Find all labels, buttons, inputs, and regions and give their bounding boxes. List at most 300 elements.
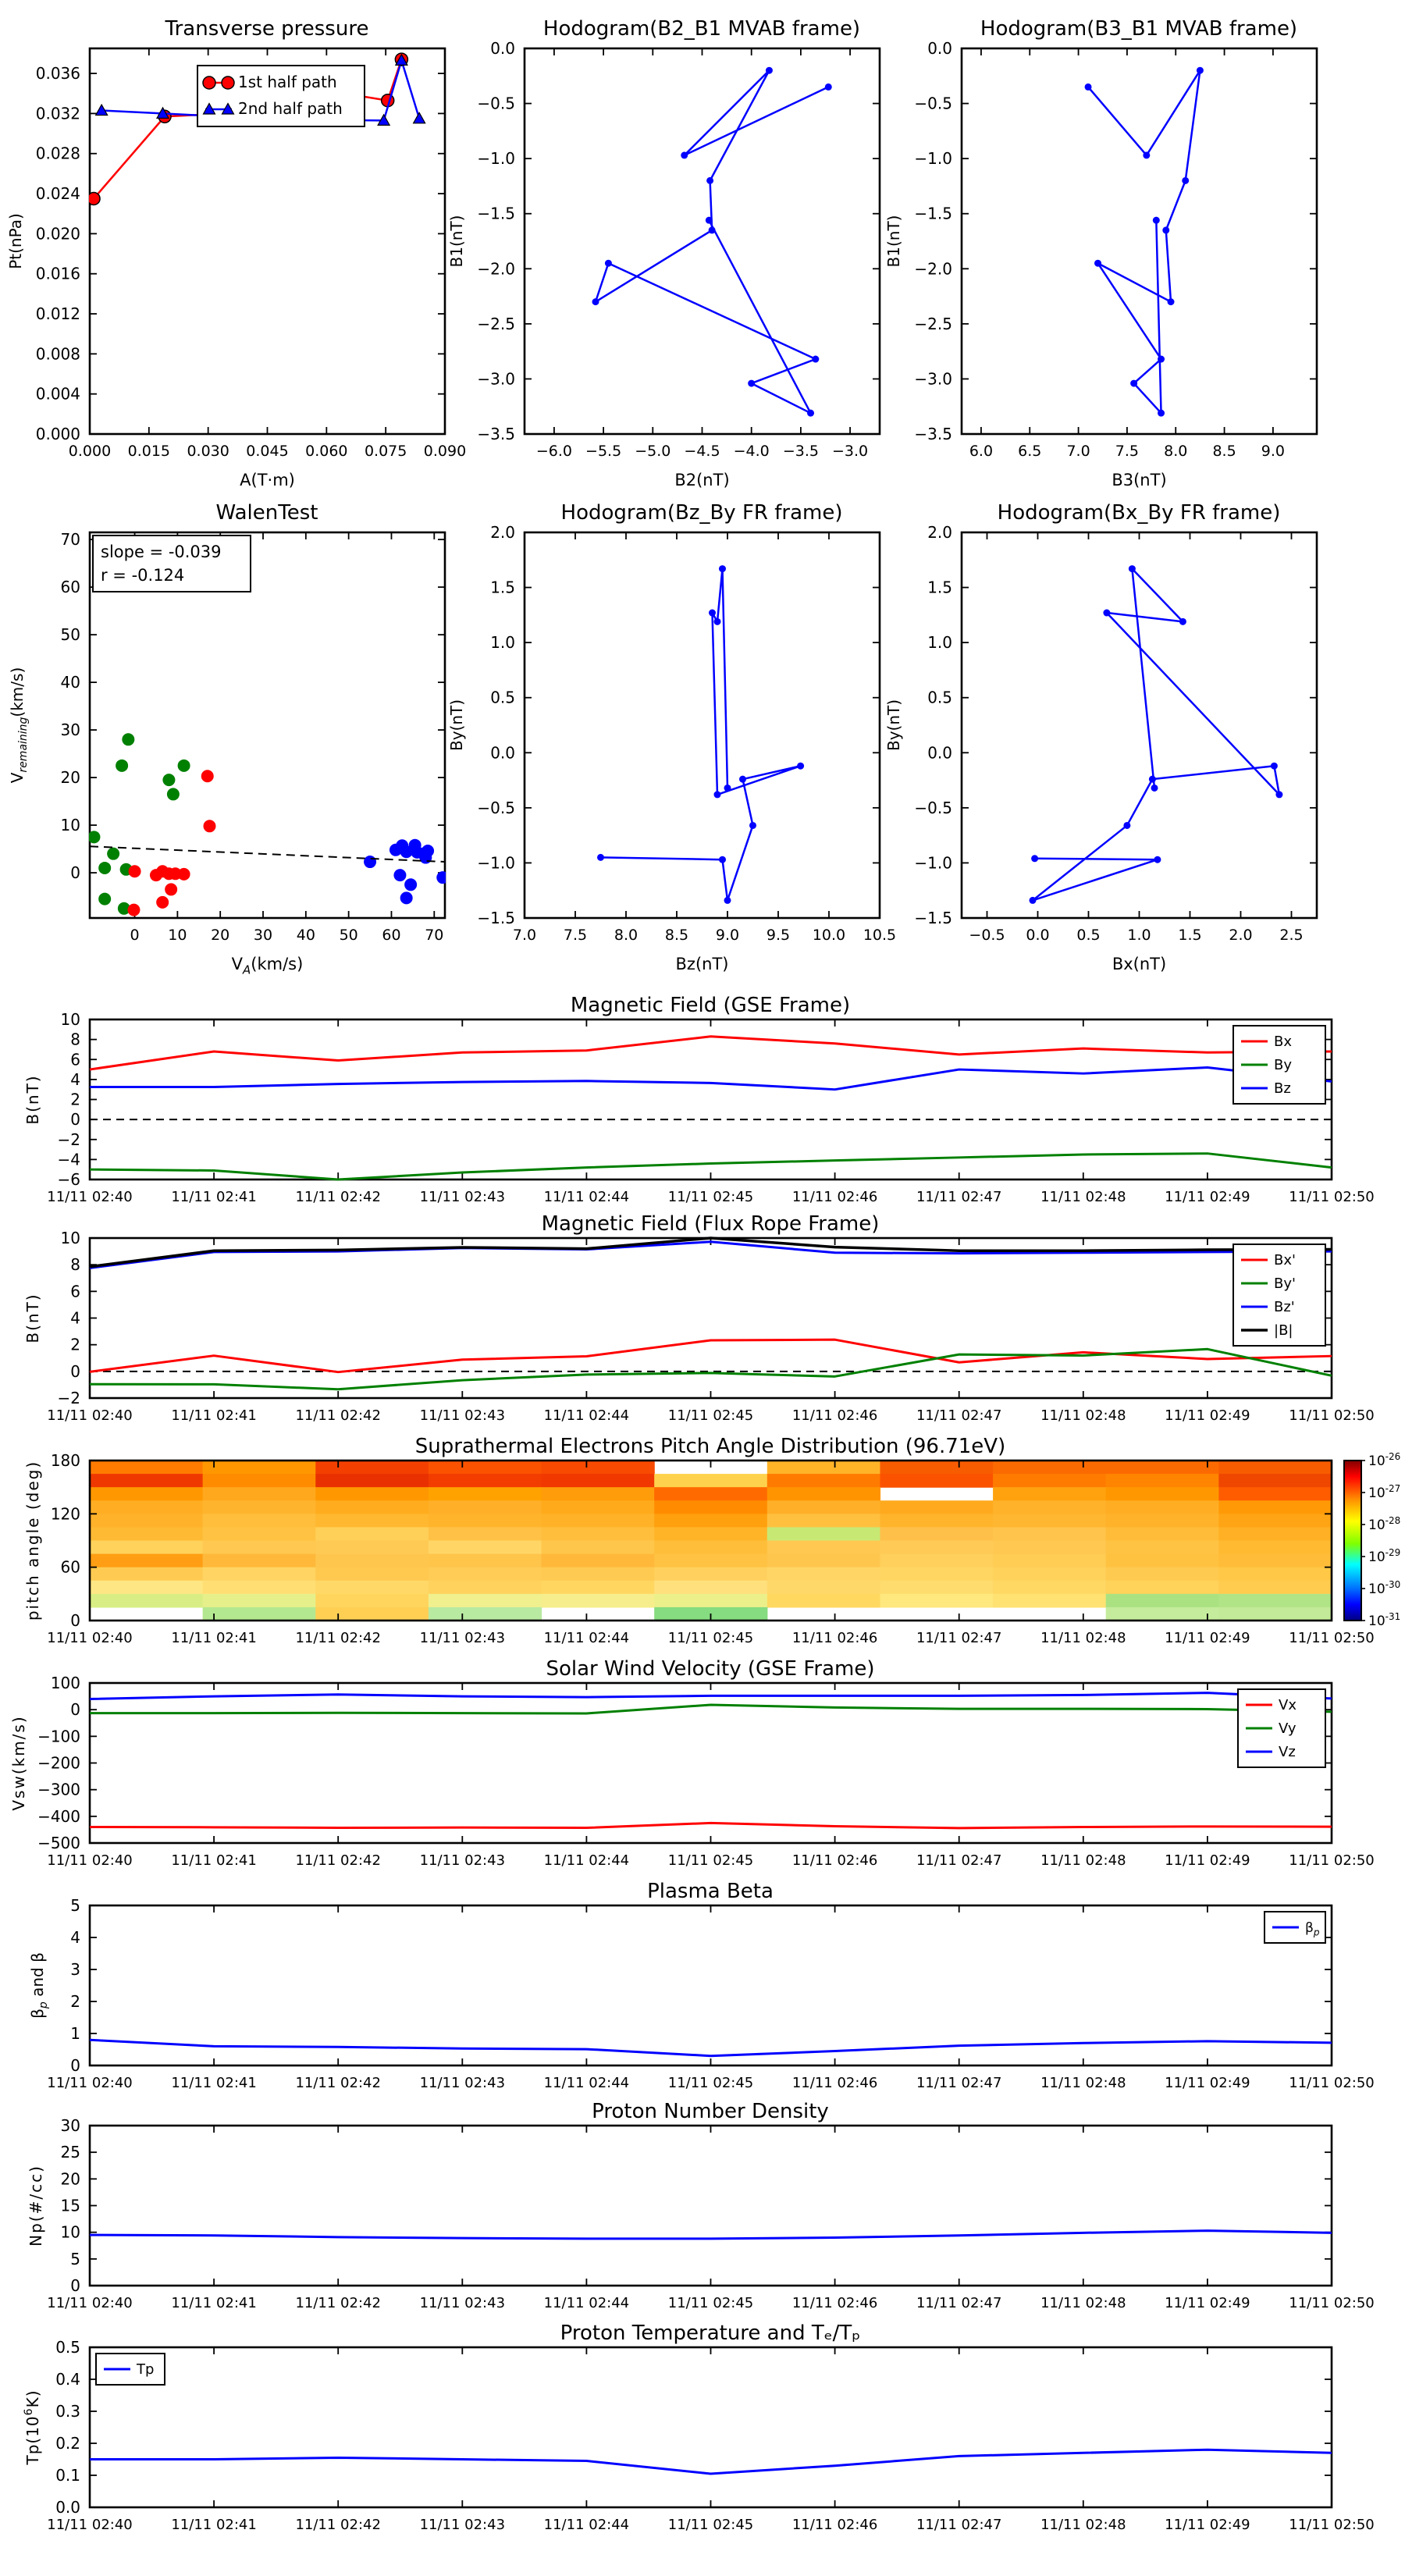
svg-text:11/11 02:47: 11/11 02:47 (916, 1852, 1002, 1869)
svg-text:−2.0: −2.0 (477, 259, 515, 279)
svg-text:6: 6 (70, 1282, 80, 1301)
svg-text:25: 25 (60, 2143, 80, 2162)
svg-text:0.045: 0.045 (246, 443, 289, 460)
svg-text:−1.0: −1.0 (914, 853, 952, 873)
svg-text:11/11 02:40: 11/11 02:40 (47, 1630, 133, 1646)
axes (23, 1010, 1375, 1205)
series-line-0 (1088, 70, 1200, 413)
svg-text:10: 10 (60, 1229, 80, 1247)
svg-text:11/11 02:50: 11/11 02:50 (1289, 1630, 1375, 1646)
svg-text:11/11 02:46: 11/11 02:46 (791, 1189, 878, 1205)
svg-text:11/11 02:44: 11/11 02:44 (543, 1189, 630, 1205)
svg-text:0.000: 0.000 (68, 443, 112, 460)
svg-text:60: 60 (382, 927, 401, 944)
svg-text:pitch angle (deg): pitch angle (deg) (23, 1460, 42, 1621)
svg-text:11/11 02:42: 11/11 02:42 (295, 2075, 381, 2091)
svg-text:6.0: 6.0 (969, 443, 994, 460)
svg-text:−5.0: −5.0 (635, 443, 671, 460)
svg-text:7.5: 7.5 (563, 927, 588, 944)
scatter-point (129, 865, 141, 877)
svg-text:11/11 02:41: 11/11 02:41 (171, 1852, 257, 1869)
scatter-point (393, 869, 406, 881)
svg-text:−2: −2 (57, 1130, 80, 1149)
title-magnetic-field-fr: Magnetic Field (Flux Rope Frame) (541, 1212, 880, 1236)
svg-text:0.016: 0.016 (35, 264, 80, 283)
axes (23, 1229, 1375, 1424)
svg-text:10.5: 10.5 (863, 927, 897, 944)
scatter-point (122, 733, 134, 745)
svg-text:11/11 02:50: 11/11 02:50 (1289, 2517, 1375, 2533)
colorbar (1344, 1451, 1400, 1629)
svg-text:−0.5: −0.5 (477, 94, 515, 113)
scatter-point (422, 845, 434, 857)
svg-text:30: 30 (60, 2116, 80, 2135)
svg-text:20: 20 (60, 2169, 80, 2189)
scatter-point (165, 883, 177, 895)
svg-text:7.0: 7.0 (512, 927, 537, 944)
svg-text:4: 4 (70, 1928, 80, 1947)
series-line-0 (90, 2231, 1332, 2239)
series-group (90, 2231, 1332, 2239)
svg-text:11/11 02:49: 11/11 02:49 (1165, 1189, 1250, 1205)
svg-text:Vz: Vz (1279, 1744, 1296, 1760)
scatter-point (162, 774, 175, 786)
heatmap-cells (90, 1461, 1332, 1621)
svg-text:−1.5: −1.5 (477, 204, 515, 223)
svg-text:11/11 02:46: 11/11 02:46 (791, 1407, 878, 1424)
svg-text:Bx(nT): Bx(nT) (1112, 955, 1167, 973)
series-group (87, 733, 449, 916)
plot-hodogram-bxby (872, 492, 1340, 991)
svg-text:11/11 02:43: 11/11 02:43 (419, 2295, 506, 2311)
svg-text:8.5: 8.5 (1212, 443, 1236, 460)
svg-text:11/11 02:49: 11/11 02:49 (1165, 1407, 1250, 1424)
svg-text:−1.0: −1.0 (477, 853, 515, 873)
svg-text:11/11 02:47: 11/11 02:47 (916, 2075, 1002, 2091)
svg-text:1.0: 1.0 (490, 633, 515, 653)
svg-text:11/11 02:50: 11/11 02:50 (1289, 2295, 1375, 2311)
scatter-point (116, 760, 128, 772)
svg-text:Vremaining​(km/s): $V_{remaining}(km/s)$ (8, 667, 30, 784)
axes (23, 2338, 1375, 2533)
svg-text:11/11 02:46: 11/11 02:46 (791, 1630, 878, 1646)
svg-text:8: 8 (70, 1255, 80, 1275)
series-group (592, 67, 832, 417)
svg-text:−2.5: −2.5 (477, 314, 515, 333)
svg-text:7.5: 7.5 (1115, 443, 1140, 460)
svg-text:−1.5: −1.5 (477, 909, 515, 927)
svg-text:11/11 02:45: 11/11 02:45 (667, 2295, 754, 2311)
svg-text:−0.5: −0.5 (914, 798, 952, 817)
scatter-point (178, 868, 190, 881)
svg-text:11/11 02:46: 11/11 02:46 (791, 1852, 878, 1869)
series-β_{p} (90, 2040, 1332, 2056)
svg-text:B(nT): B(nT) (23, 1074, 42, 1125)
legend (1233, 1244, 1325, 1346)
svg-text:11/11 02:44: 11/11 02:44 (543, 1630, 630, 1646)
svg-text:11/11 02:47: 11/11 02:47 (916, 2517, 1002, 2533)
svg-text:0.012: 0.012 (35, 304, 80, 324)
series-Vz (90, 1693, 1332, 1699)
series-line-0 (1033, 569, 1279, 901)
axes (447, 523, 896, 973)
svg-text:11/11 02:50: 11/11 02:50 (1289, 1852, 1375, 1869)
svg-text:1st half path: 1st half path (238, 73, 337, 91)
svg-text:11/11 02:45: 11/11 02:45 (667, 1189, 754, 1205)
plot-solar-wind-velocity (0, 1648, 1405, 1870)
svg-text:−3.5: −3.5 (914, 425, 952, 443)
svg-text:−2: −2 (57, 1389, 80, 1407)
title-hodogram-bxby: Hodogram(Bx_By FR frame) (997, 501, 1281, 525)
svg-text:Bx': Bx' (1274, 1252, 1296, 1268)
svg-text:0.5: 0.5 (1076, 927, 1101, 944)
svg-text:5: 5 (70, 1896, 80, 1915)
svg-text:0.032: 0.032 (35, 104, 80, 123)
plot-plasma-beta (0, 1870, 1405, 2093)
axes (28, 1896, 1375, 2091)
svg-text:−1.5: −1.5 (914, 204, 952, 223)
svg-text:11/11 02:50: 11/11 02:50 (1289, 1189, 1375, 1205)
svg-text:B2(nT): B2(nT) (674, 471, 730, 489)
svg-text:2: 2 (70, 1335, 80, 1354)
svg-text:11/11 02:40: 11/11 02:40 (47, 2075, 133, 2091)
svg-text:60: 60 (60, 1557, 80, 1577)
svg-text:0: 0 (70, 863, 80, 883)
svg-text:−500: −500 (37, 1834, 80, 1852)
svg-text:By: By (1274, 1057, 1293, 1073)
svg-text:2: 2 (70, 1992, 80, 2011)
svg-text:11/11 02:42: 11/11 02:42 (295, 1407, 381, 1424)
svg-text:11/11 02:42: 11/11 02:42 (295, 2295, 381, 2311)
svg-text:10-26​: $10^{-26}$ (1368, 1451, 1401, 1469)
svg-text:11/11 02:43: 11/11 02:43 (419, 1189, 506, 1205)
plot-walen-test (0, 492, 468, 991)
svg-text:10-28​: $10^{-28}$ (1368, 1515, 1401, 1533)
svg-text:11/11 02:45: 11/11 02:45 (667, 1407, 754, 1424)
scatter-point (98, 893, 111, 906)
svg-text:−3.5: −3.5 (782, 443, 819, 460)
plot-transverse-pressure (0, 8, 468, 507)
svg-text:11/11 02:49: 11/11 02:49 (1165, 2075, 1250, 2091)
svg-text:−2.0: −2.0 (914, 259, 952, 279)
svg-text:0: 0 (70, 1110, 80, 1130)
svg-text:−3.0: −3.0 (914, 369, 952, 389)
svg-text:11/11 02:42: 11/11 02:42 (295, 2517, 381, 2533)
svg-text:0.024: 0.024 (35, 184, 80, 204)
legend (1233, 1026, 1325, 1104)
title-transverse-pressure: Transverse pressure (165, 17, 369, 41)
annotation-box (93, 535, 251, 592)
svg-text:2: 2 (70, 1090, 80, 1109)
svg-text:−6: −6 (57, 1170, 80, 1189)
svg-text:0.5: 0.5 (490, 688, 515, 707)
svg-text:2nd half path: 2nd half path (238, 99, 343, 118)
svg-text:10: 10 (60, 1010, 80, 1029)
svg-text:0.2: 0.2 (55, 2434, 80, 2453)
svg-text:0: 0 (70, 1700, 80, 1720)
svg-text:Bz(nT): Bz(nT) (675, 955, 729, 973)
svg-text:By(nT): By(nT) (884, 699, 903, 752)
series-group (90, 2450, 1332, 2474)
svg-text:−5.5: −5.5 (585, 443, 622, 460)
series-group (597, 565, 804, 904)
svg-text:50: 50 (339, 927, 358, 944)
plot-magnetic-field-fr (0, 1203, 1405, 1425)
svg-text:11/11 02:42: 11/11 02:42 (295, 1189, 381, 1205)
svg-text:10-30​: $10^{-30}$ (1368, 1579, 1401, 1597)
svg-text:10.0: 10.0 (812, 927, 846, 944)
series-group (1030, 565, 1283, 904)
svg-text:Np(#/cc): Np(#/cc) (27, 2165, 45, 2247)
series-Bz' (90, 1242, 1332, 1268)
svg-text:Pt(nPa): Pt(nPa) (6, 213, 25, 269)
svg-text:11/11 02:50: 11/11 02:50 (1289, 2075, 1375, 2091)
svg-text:−100: −100 (37, 1727, 80, 1746)
svg-text:8: 8 (70, 1030, 80, 1049)
svg-text:2.0: 2.0 (1229, 927, 1253, 944)
title-plasma-beta: Plasma Beta (647, 1880, 774, 1903)
svg-text:50: 50 (60, 625, 80, 645)
scatter-point (364, 856, 376, 868)
svg-text:βp​: $\beta_p$ (1305, 1920, 1320, 1938)
svg-text:0.3: 0.3 (55, 2402, 80, 2421)
svg-text:0.0: 0.0 (927, 39, 952, 58)
svg-text:−3.0: −3.0 (477, 369, 515, 389)
svg-text:B1(nT): B1(nT) (884, 215, 903, 268)
svg-text:−0.5: −0.5 (969, 927, 1005, 944)
svg-text:11/11 02:44: 11/11 02:44 (543, 2075, 630, 2091)
svg-text:−400: −400 (37, 1806, 80, 1826)
title-proton-temperature: Proton Temperature and Tₑ/Tₚ (560, 2322, 861, 2345)
svg-text:B3(nT): B3(nT) (1112, 471, 1167, 489)
svg-text:11/11 02:42: 11/11 02:42 (295, 1630, 381, 1646)
svg-text:0.060: 0.060 (305, 443, 348, 460)
scatter-point (87, 831, 100, 843)
svg-text:5: 5 (70, 2249, 80, 2268)
series-group (90, 2040, 1332, 2056)
svg-text:−1.0: −1.0 (914, 149, 952, 169)
svg-text:11/11 02:40: 11/11 02:40 (47, 1407, 133, 1424)
svg-text:11/11 02:45: 11/11 02:45 (667, 2517, 754, 2533)
svg-text:−200: −200 (37, 1753, 80, 1773)
series-line-0 (601, 569, 801, 901)
svg-text:2.5: 2.5 (1279, 927, 1304, 944)
svg-text:0.008: 0.008 (35, 344, 80, 364)
series-group (90, 1693, 1332, 1828)
svg-text:30: 30 (60, 720, 80, 740)
svg-text:By(nT): By(nT) (447, 699, 466, 752)
svg-text:−4: −4 (57, 1150, 80, 1169)
svg-text:11/11 02:48: 11/11 02:48 (1040, 1630, 1126, 1646)
svg-text:70: 70 (60, 530, 80, 550)
svg-text:1.5: 1.5 (490, 578, 515, 597)
svg-text:11/11 02:46: 11/11 02:46 (791, 2295, 878, 2311)
svg-text:Vsw(km/s): Vsw(km/s) (9, 1715, 28, 1811)
plot-pitch-angle-distribution (0, 1425, 1405, 1648)
svg-text:10-29​: $10^{-29}$ (1368, 1547, 1401, 1565)
plot-hodogram-bzby (435, 492, 903, 991)
title-solar-wind-velocity: Solar Wind Velocity (GSE Frame) (546, 1657, 875, 1681)
svg-text:10: 10 (168, 927, 187, 944)
scatter-point (400, 891, 413, 904)
title-hodogram-bzby: Hodogram(Bz_By FR frame) (560, 501, 843, 525)
svg-text:11/11 02:43: 11/11 02:43 (419, 1852, 506, 1869)
svg-text:11/11 02:41: 11/11 02:41 (171, 2295, 257, 2311)
svg-text:B(nT): B(nT) (23, 1293, 42, 1343)
svg-text:11/11 02:40: 11/11 02:40 (47, 2295, 133, 2311)
plot-magnetic-field-gse (0, 984, 1405, 1207)
svg-text:10: 10 (60, 2222, 80, 2242)
svg-text:10-27​: $10^{-27}$ (1368, 1483, 1401, 1501)
svg-text:11/11 02:40: 11/11 02:40 (47, 1189, 133, 1205)
legend (1238, 1689, 1325, 1767)
svg-text:11/11 02:46: 11/11 02:46 (791, 2517, 878, 2533)
scatter-point (107, 848, 119, 860)
svg-text:11/11 02:50: 11/11 02:50 (1289, 1407, 1375, 1424)
plot-proton-temperature (0, 2312, 1405, 2535)
svg-text:11/11 02:48: 11/11 02:48 (1040, 1852, 1126, 1869)
svg-text:7.0: 7.0 (1066, 443, 1090, 460)
svg-text:−0.5: −0.5 (914, 94, 952, 113)
axes (884, 523, 1317, 973)
svg-text:1.5: 1.5 (1178, 927, 1202, 944)
svg-text:4: 4 (70, 1069, 80, 1089)
svg-text:0.036: 0.036 (35, 64, 80, 84)
svg-text:0.015: 0.015 (127, 443, 171, 460)
series-Vy (90, 1705, 1332, 1713)
svg-text:3: 3 (70, 1960, 80, 1979)
svg-text:9.0: 9.0 (715, 927, 740, 944)
svg-text:15: 15 (60, 2196, 80, 2215)
svg-text:VA​(km/s): $V_A(km/s)$ (231, 955, 304, 977)
svg-text:11/11 02:47: 11/11 02:47 (916, 1630, 1002, 1646)
svg-text:11/11 02:48: 11/11 02:48 (1040, 2075, 1126, 2091)
scatter-point (201, 770, 214, 782)
svg-text:11/11 02:46: 11/11 02:46 (791, 2075, 878, 2091)
svg-text:11/11 02:49: 11/11 02:49 (1165, 2295, 1250, 2311)
scatter-point (404, 878, 417, 891)
series-Bx' (90, 1340, 1332, 1372)
axes (447, 39, 880, 489)
svg-text:11/11 02:48: 11/11 02:48 (1040, 2295, 1126, 2311)
svg-text:1.5: 1.5 (927, 578, 952, 597)
svg-text:11/11 02:41: 11/11 02:41 (171, 2075, 257, 2091)
svg-text:0.4: 0.4 (55, 2370, 80, 2389)
plot-hodogram-b2b1 (435, 8, 903, 507)
svg-text:0.004: 0.004 (35, 384, 80, 404)
svg-text:−3.0: −3.0 (832, 443, 869, 460)
svg-text:20: 20 (60, 768, 80, 788)
svg-text:Tp(106​K): $Tp(10^6K)$ (23, 2389, 42, 2465)
svg-text:0.1: 0.1 (55, 2466, 80, 2485)
svg-text:11/11 02:41: 11/11 02:41 (171, 2517, 257, 2533)
svg-text:11/11 02:41: 11/11 02:41 (171, 1189, 257, 1205)
svg-text:11/11 02:41: 11/11 02:41 (171, 1407, 257, 1424)
svg-text:0.030: 0.030 (187, 443, 229, 460)
svg-text:11/11 02:42: 11/11 02:42 (295, 1852, 381, 1869)
svg-text:6.5: 6.5 (1018, 443, 1042, 460)
scatter-point (203, 820, 215, 832)
series-line-0 (596, 70, 828, 413)
svg-text:0.000: 0.000 (35, 425, 80, 443)
svg-text:11/11 02:49: 11/11 02:49 (1165, 1852, 1250, 1869)
svg-text:100: 100 (50, 1674, 80, 1692)
scatter-point (178, 760, 190, 772)
svg-text:30: 30 (253, 927, 273, 944)
svg-text:−4.5: −4.5 (684, 443, 720, 460)
svg-text:11/11 02:44: 11/11 02:44 (543, 2517, 630, 2533)
svg-text:−1.0: −1.0 (477, 149, 515, 169)
svg-text:−4.0: −4.0 (733, 443, 770, 460)
series-group (1085, 67, 1204, 417)
svg-text:11/11 02:47: 11/11 02:47 (916, 1407, 1002, 1424)
svg-text:11/11 02:45: 11/11 02:45 (667, 1852, 754, 1869)
svg-text:Vx: Vx (1279, 1697, 1297, 1713)
scatter-point (98, 862, 111, 874)
svg-text:9.0: 9.0 (1261, 443, 1286, 460)
series-group (90, 1037, 1332, 1179)
svg-text:8.0: 8.0 (614, 927, 638, 944)
svg-text:0.5: 0.5 (55, 2338, 80, 2357)
title-hodogram-b3b1: Hodogram(B3_B1 MVAB frame) (980, 17, 1298, 41)
svg-text:11/11 02:40: 11/11 02:40 (47, 2517, 133, 2533)
series-Bx (90, 1037, 1332, 1069)
svg-text:40: 40 (296, 927, 315, 944)
svg-text:11/11 02:48: 11/11 02:48 (1040, 1189, 1126, 1205)
title-magnetic-field-gse: Magnetic Field (GSE Frame) (570, 994, 851, 1017)
svg-text:0.0: 0.0 (490, 743, 515, 763)
title-proton-number-density: Proton Number Density (592, 2100, 829, 2123)
svg-text:11/11 02:45: 11/11 02:45 (667, 1630, 754, 1646)
svg-text:9.5: 9.5 (766, 927, 791, 944)
axes (9, 1674, 1375, 1869)
svg-text:8.0: 8.0 (1164, 443, 1188, 460)
svg-text:11/11 02:43: 11/11 02:43 (419, 2075, 506, 2091)
svg-text:0: 0 (70, 1611, 80, 1630)
scatter-point (127, 904, 140, 916)
svg-text:0.5: 0.5 (927, 688, 952, 707)
title-walen-test: WalenTest (215, 501, 318, 525)
svg-text:1.0: 1.0 (927, 633, 952, 653)
svg-text:−1.5: −1.5 (914, 909, 952, 927)
scatter-point (167, 788, 180, 800)
scatter-point (156, 896, 169, 909)
title-hodogram-b2b1: Hodogram(B2_B1 MVAB frame) (542, 17, 861, 41)
svg-text:Bz: Bz (1274, 1080, 1291, 1097)
svg-text:2.0: 2.0 (927, 523, 952, 542)
svg-text:−300: −300 (37, 1780, 80, 1799)
series-Bz (90, 1068, 1332, 1090)
svg-text:0: 0 (70, 2056, 80, 2075)
legend (197, 66, 365, 126)
svg-text:20: 20 (211, 927, 230, 944)
svg-text:11/11 02:44: 11/11 02:44 (543, 1407, 630, 1424)
svg-text:0: 0 (70, 1361, 80, 1381)
svg-text:6: 6 (70, 1050, 80, 1069)
svg-text:120: 120 (50, 1504, 80, 1524)
svg-text:0.0: 0.0 (927, 743, 952, 763)
svg-text:r = -0.124: r = -0.124 (101, 566, 185, 585)
svg-text:4: 4 (70, 1308, 80, 1328)
axes (27, 2116, 1375, 2311)
svg-text:60: 60 (60, 578, 80, 597)
svg-text:−3.5: −3.5 (477, 425, 515, 443)
svg-text:βp​ and β: $\beta_p$ and β (28, 1952, 50, 2019)
svg-text:0.0: 0.0 (490, 39, 515, 58)
svg-text:0: 0 (130, 927, 140, 944)
svg-text:1: 1 (70, 2024, 80, 2043)
svg-text:11/11 02:48: 11/11 02:48 (1040, 2517, 1126, 2533)
